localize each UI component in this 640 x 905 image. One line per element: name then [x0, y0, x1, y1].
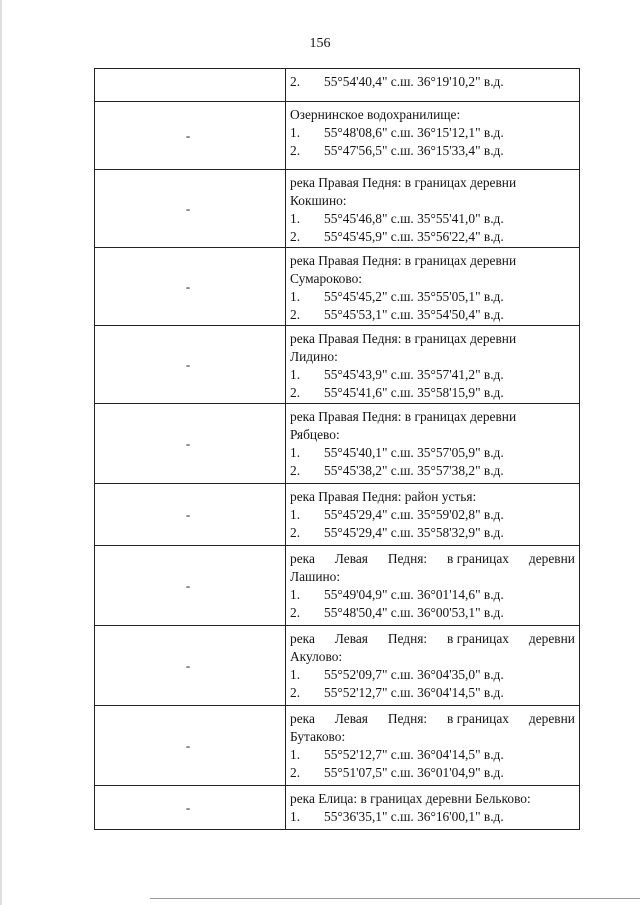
point-coordinates: 55°51'07,5" с.ш. 36°01'04,9" в.д. [324, 765, 504, 780]
point-coordinates: 55°49'04,9" с.ш. 36°01'14,6" в.д. [324, 587, 504, 602]
right-cell [286, 102, 579, 169]
row-title: река Елица: в границах деревни Бельково: [290, 791, 531, 806]
title-word: в границах [447, 711, 509, 726]
point-number: 2. [290, 525, 301, 540]
row-title-continuation: Рябцево: [290, 427, 340, 442]
point-number: 2. [290, 765, 301, 780]
title-word: река [290, 631, 315, 646]
point-number: 1. [290, 667, 301, 682]
point-coordinates: 55°36'35,1" с.ш. 36°16'00,1" в.д. [324, 809, 504, 824]
point-number: 1. [290, 809, 301, 824]
right-cell [286, 69, 579, 101]
title-word: в границах [447, 551, 509, 566]
point-coordinates: 55°52'09,7" с.ш. 36°04'35,0" в.д. [324, 667, 504, 682]
point-coordinates: 55°45'43,9" с.ш. 35°57'41,2" в.д. [324, 367, 504, 382]
table-row [94, 546, 580, 626]
title-word: река [290, 711, 315, 726]
point-number: 2. [290, 385, 301, 400]
row-title-continuation: Лашино: [290, 569, 341, 584]
coordinate-point [290, 124, 575, 142]
row-title: река Правая Педня: в границах деревни [290, 409, 517, 424]
left-cell [95, 706, 286, 785]
row-title-continuation: Лидино: [290, 349, 338, 364]
point-coordinates: 55°45'46,8" с.ш. 35°55'41,0" в.д. [324, 211, 504, 226]
title-word: Левая [334, 551, 368, 566]
table-row [94, 786, 580, 830]
dash-mark: - [185, 278, 191, 294]
point-coordinates: 55°45'45,9" с.ш. 35°56'22,4" в.д. [324, 229, 504, 244]
coordinate-point [290, 384, 575, 402]
title-word: Педня: [387, 711, 428, 726]
left-cell [95, 404, 286, 483]
table-row [94, 706, 580, 786]
point-coordinates: 55°52'12,7" с.ш. 36°04'14,5" в.д. [324, 685, 504, 700]
left-cell [95, 786, 286, 829]
coordinate-point [290, 210, 575, 228]
coordinate-point [290, 684, 575, 702]
scan-edge [0, 0, 2, 905]
table-row [94, 326, 580, 404]
right-cell [286, 786, 579, 829]
point-number: 1. [290, 445, 301, 460]
row-title: река Правая Педня: район устья: [290, 489, 477, 504]
point-number: 1. [290, 211, 301, 226]
row-title-continuation: Акулово: [290, 649, 343, 664]
row-title: река Правая Педня: в границах деревни [290, 175, 517, 190]
coordinate-point [290, 288, 575, 306]
left-cell [95, 546, 286, 625]
title-word: деревни [528, 551, 575, 566]
title-word: в границах [447, 631, 509, 646]
dash-mark: - [185, 356, 191, 372]
point-number: 1. [290, 125, 301, 140]
coordinate-point [290, 666, 575, 684]
point-number: 1. [290, 587, 301, 602]
point-coordinates: 55°47'56,5" с.ш. 36°15'33,4" в.д. [324, 143, 504, 158]
scan-bottom-line [150, 898, 640, 899]
point-coordinates: 55°45'40,1" с.ш. 35°57'05,9" в.д. [324, 445, 504, 460]
left-cell [95, 326, 286, 403]
coordinate-point [290, 142, 575, 160]
table-row [94, 484, 580, 546]
coordinate-point [290, 506, 575, 524]
coordinate-point [290, 586, 575, 604]
table-row [94, 248, 580, 326]
title-word: Левая [334, 711, 368, 726]
coordinate-point [290, 444, 575, 462]
point-number: 1. [290, 289, 301, 304]
point-coordinates: 55°45'41,6" с.ш. 35°58'15,9" в.д. [324, 385, 504, 400]
left-cell [95, 484, 286, 545]
title-word: река [290, 551, 315, 566]
title-word: Педня: [387, 551, 428, 566]
row-title: река Правая Педня: в границах деревни [290, 253, 517, 268]
left-cell [95, 248, 286, 325]
right-cell [286, 404, 579, 483]
right-cell [286, 706, 579, 785]
point-number: 2. [290, 605, 301, 620]
row-title: река Правая Педня: в границах деревни [290, 331, 517, 346]
coordinate-point [290, 764, 575, 782]
dash-mark: - [185, 200, 191, 216]
right-cell [286, 484, 579, 545]
right-cell [286, 626, 579, 705]
table-row [94, 626, 580, 706]
table-row [94, 170, 580, 248]
point-coordinates: 55°45'29,4" с.ш. 35°58'32,9" в.д. [324, 525, 504, 540]
coordinates-table [94, 68, 580, 830]
row-title-continuation: Кокшино: [290, 193, 347, 208]
point-number: 2. [290, 229, 301, 244]
point-coordinates: 55°48'50,4" с.ш. 36°00'53,1" в.д. [324, 605, 504, 620]
page-number: 156 [309, 36, 331, 51]
left-cell [95, 69, 286, 101]
point-coordinates: 55°48'08,6" с.ш. 36°15'12,1" в.д. [324, 125, 504, 140]
left-cell [95, 102, 286, 169]
dash-mark: - [185, 506, 191, 522]
title-word: деревни [528, 631, 575, 646]
title-word: Педня: [387, 631, 428, 646]
row-title: Озернинское водохранилище: [290, 107, 461, 122]
row-title [290, 550, 575, 568]
dash-mark: - [185, 577, 191, 593]
point-number: 2. [290, 74, 301, 89]
point-coordinates: 55°52'12,7" с.ш. 36°04'14,5" в.д. [324, 747, 504, 762]
point-number: 2. [290, 143, 301, 158]
point-coordinates: 55°45'53,1" с.ш. 35°54'50,4" в.д. [324, 307, 504, 322]
point-coordinates: 55°45'45,2" с.ш. 35°55'05,1" в.д. [324, 289, 504, 304]
point-number: 1. [290, 507, 301, 522]
dash-mark: - [185, 657, 191, 673]
point-number: 2. [290, 463, 301, 478]
row-title [290, 630, 575, 648]
dash-mark: - [185, 799, 191, 815]
point-number: 2. [290, 307, 301, 322]
point-number: 2. [290, 685, 301, 700]
title-word: деревни [528, 711, 575, 726]
table-row [94, 404, 580, 484]
coordinate-point [290, 462, 575, 480]
point-coordinates: 55°54'40,4" с.ш. 36°19'10,2" в.д. [324, 74, 504, 89]
title-word: Левая [334, 631, 368, 646]
coordinate-point [290, 228, 575, 246]
table-row [94, 69, 580, 102]
point-coordinates: 55°45'38,2" с.ш. 35°57'38,2" в.д. [324, 463, 504, 478]
coordinate-point [290, 604, 575, 622]
coordinate-point [290, 808, 575, 826]
dash-mark: - [185, 127, 191, 143]
right-cell [286, 248, 579, 325]
coordinate-point [290, 746, 575, 764]
left-cell [95, 170, 286, 247]
coordinate-point [290, 366, 575, 384]
point-coordinates: 55°45'29,4" с.ш. 35°59'02,8" в.д. [324, 507, 504, 522]
right-cell [286, 170, 579, 247]
left-cell [95, 626, 286, 705]
coordinate-point [290, 73, 575, 91]
point-number: 1. [290, 747, 301, 762]
row-title-continuation: Сумароково: [290, 271, 362, 286]
row-title-continuation: Бутаково: [290, 729, 346, 744]
table-row [94, 102, 580, 170]
dash-mark: - [185, 737, 191, 753]
row-title [290, 710, 575, 728]
point-number: 1. [290, 367, 301, 382]
dash-mark: - [185, 435, 191, 451]
coordinate-point [290, 524, 575, 542]
right-cell [286, 326, 579, 403]
coordinate-point [290, 306, 575, 324]
right-cell [286, 546, 579, 625]
